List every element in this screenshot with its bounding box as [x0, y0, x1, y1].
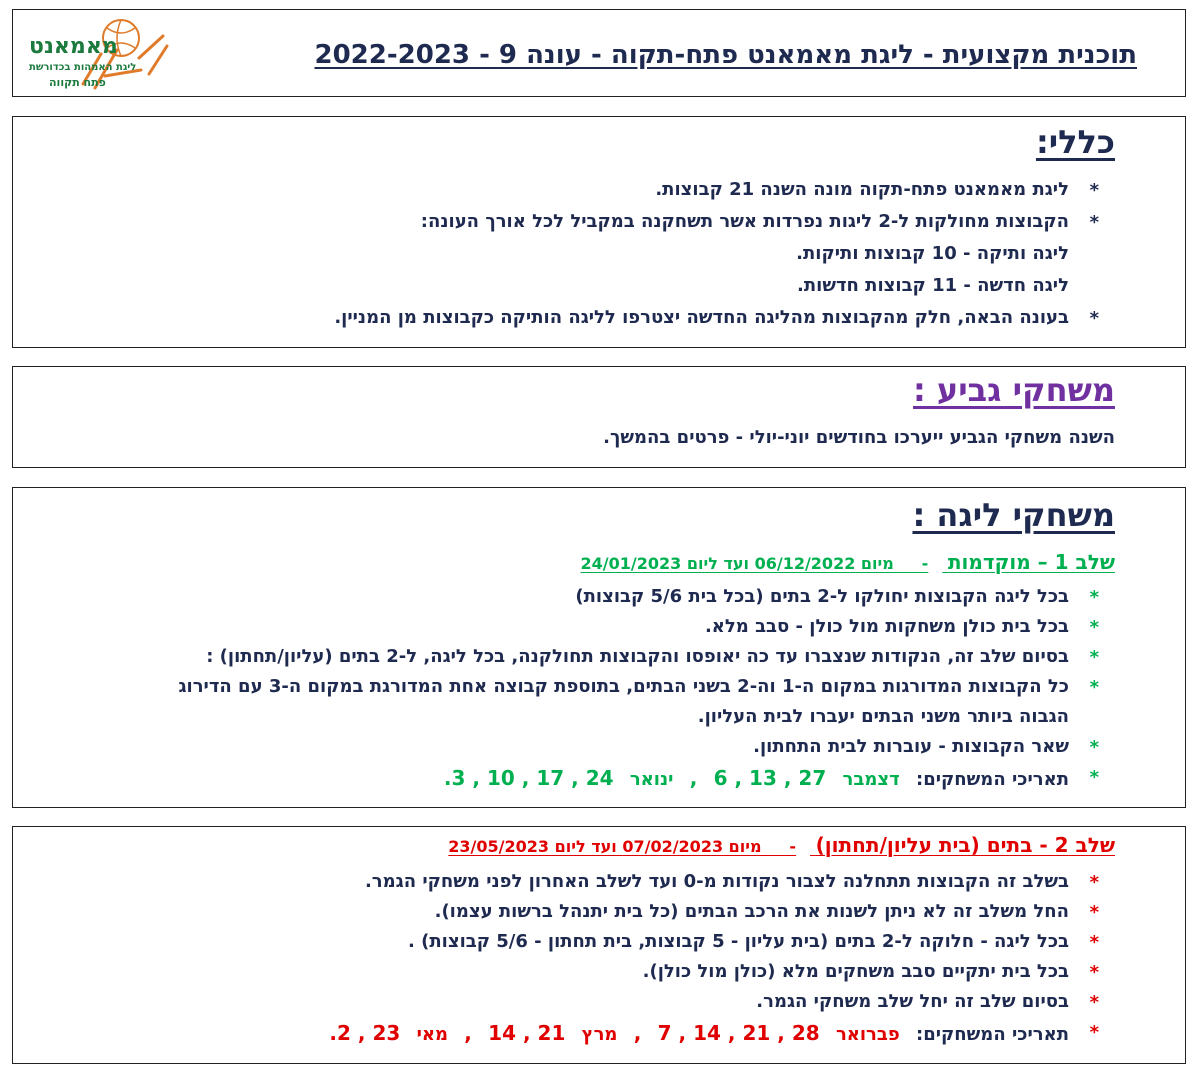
list-item	[13, 991, 1185, 1021]
list-item	[13, 616, 1185, 646]
cup-heading: משחקי גביע :	[912, 371, 1115, 409]
list-item	[13, 586, 1185, 616]
stage2-range: - מיום 07/02/2023 ועד ליום 23/05/2023	[448, 837, 797, 856]
bullet-star: *	[1089, 737, 1099, 758]
dates-month: מאי	[416, 1024, 448, 1045]
general-heading: כללי:	[1035, 123, 1115, 161]
list-item	[13, 646, 1185, 676]
dates-sep: ,	[689, 766, 698, 790]
item-text: הגבוה ביותר משני הבתים יעברו לבית העליון.	[697, 706, 1069, 727]
dates-row	[13, 766, 1185, 796]
league-logo	[21, 14, 171, 94]
bullet-star: *	[1089, 617, 1099, 638]
general-section	[12, 116, 1186, 348]
bullet-star: *	[1089, 308, 1099, 329]
list-item	[13, 307, 1185, 337]
item-text: שאר הקבוצות - עוברות לבית התחתון.	[753, 736, 1069, 757]
logo-brand: מאמאנט	[29, 34, 118, 59]
list-item	[13, 676, 1185, 706]
header-box	[12, 9, 1186, 97]
bullet-star: *	[1089, 962, 1099, 983]
dates-month: מרץ	[581, 1024, 618, 1045]
list-item	[13, 275, 1185, 305]
bullet-star: *	[1089, 677, 1099, 698]
item-text: בכל בית כולן משחקות מול כולן - סבב מלא.	[704, 616, 1069, 637]
item-text: כל הקבוצות המדורגות במקום ה-1 וה-2 בשני הבתים, בתוספת קבוצה אחת המדורגת במקום ה-3 עם הדירוג	[178, 676, 1069, 697]
stage1-title	[581, 550, 1115, 574]
dates-label: תאריכי המשחקים:	[916, 769, 1069, 790]
item-text: החל משלב זה לא ניתן לשנות את הרכב הבתים (כל בית יתנהל ברשות עצמו).	[434, 901, 1069, 922]
stage1-name: שלב 1 – מוקדמות	[947, 550, 1115, 574]
dates-days: 24 , 17 , 10 , 3.	[443, 766, 614, 790]
item-text: ליגה חדשה - 11 קבוצות חדשות.	[797, 275, 1069, 296]
item-text: בסיום שלב זה יחל שלב משחקי הגמר.	[756, 991, 1069, 1012]
list-item	[13, 179, 1185, 209]
dates-sep: ,	[464, 1021, 472, 1045]
logo-tagline: ליגת האמהות בכדורשת	[29, 62, 137, 73]
bullet-star: *	[1089, 902, 1099, 923]
list-item	[13, 931, 1185, 961]
item-text: בכל ליגה - חלוקה ל-2 בתים (בית עליון - 5 קבוצות, בית תחתון - 5/6 קבוצות) .	[408, 931, 1069, 952]
item-text: בכל ליגה הקבוצות יחולקו ל-2 בתים (בכל בית 5/6 קבוצות)	[575, 586, 1069, 607]
stage2-section	[12, 826, 1186, 1064]
item-text: בשלב זה הקבוצות תתחלנה לצבור נקודות מ-0 ועד לשלב האחרון לפני משחקי הגמר.	[364, 871, 1069, 892]
list-item	[13, 961, 1185, 991]
page-title: תוכנית מקצועית - ליגת מאמאנט פתח-תקוה - עונה 9 - 2022-2023	[314, 40, 1137, 70]
bullet-star: *	[1089, 180, 1099, 201]
cup-section	[12, 366, 1186, 468]
stage2-title	[448, 833, 1115, 857]
item-text: הקבוצות מחולקות ל-2 ליגות נפרדות אשר תשחקנה במקביל לכל אורך העונה:	[420, 211, 1069, 232]
list-item	[13, 211, 1185, 241]
dates-line	[329, 1021, 1069, 1045]
bullet-star: *	[1089, 932, 1099, 953]
bullet-star: *	[1089, 872, 1099, 893]
bullet-star: *	[1089, 767, 1099, 788]
stage1-range: - מיום 06/12/2022 ועד ליום 24/01/2023	[580, 554, 929, 573]
list-item	[13, 736, 1185, 766]
dates-month: פברואר	[835, 1024, 900, 1045]
list-item	[13, 706, 1185, 736]
item-text: בסיום שלב זה, הנקודות שנצברו עד כה יאופסו והקבוצות תחולקנה, בכל ליגה, ל-2 בתים (עליון/תחתון) :	[206, 646, 1069, 667]
item-text: ליגה ותיקה - 10 קבוצות ותיקות.	[796, 243, 1069, 264]
bullet-star: *	[1089, 647, 1099, 668]
list-item	[13, 871, 1185, 901]
bullet-star: *	[1089, 587, 1099, 608]
stage2-name: שלב 2 - בתים (בית עליון/תחתון)	[815, 833, 1115, 857]
list-item	[13, 901, 1185, 931]
list-item	[13, 243, 1185, 273]
logo-city: פתח תקווה	[49, 76, 106, 89]
league-section	[12, 487, 1186, 808]
dates-month: ינואר	[629, 769, 674, 790]
league-heading: משחקי ליגה :	[912, 496, 1115, 534]
dates-sep: ,	[633, 1021, 642, 1045]
dates-line	[444, 766, 1069, 790]
dates-days: 28 , 21 , 14 , 7	[657, 1021, 820, 1045]
item-text: ליגת מאמאנט פתח-תקוה מונה השנה 21 קבוצות.	[655, 179, 1069, 200]
bullet-star: *	[1089, 1022, 1099, 1043]
dates-days: 27 , 13 , 6	[713, 766, 827, 790]
dates-month: דצמבר	[842, 769, 900, 790]
bullet-star: *	[1089, 212, 1099, 233]
cup-text: השנה משחקי הגביע ייערכו בחודשים יוני-יולי - פרטים בהמשך.	[603, 427, 1115, 448]
bullet-star: *	[1089, 992, 1099, 1013]
item-text: בכל בית יתקיים סבב משחקים מלא (כולן מול כולן).	[642, 961, 1069, 982]
dates-row	[13, 1021, 1185, 1051]
item-text: בעונה הבאה, חלק מהקבוצות מהליגה החדשה יצטרפו לליגה הותיקה כקבוצות מן המניין.	[334, 307, 1069, 328]
dates-label: תאריכי המשחקים:	[916, 1024, 1069, 1045]
dates-days: 23 , 2.	[329, 1021, 401, 1045]
dates-days: 21 , 14	[488, 1021, 566, 1045]
